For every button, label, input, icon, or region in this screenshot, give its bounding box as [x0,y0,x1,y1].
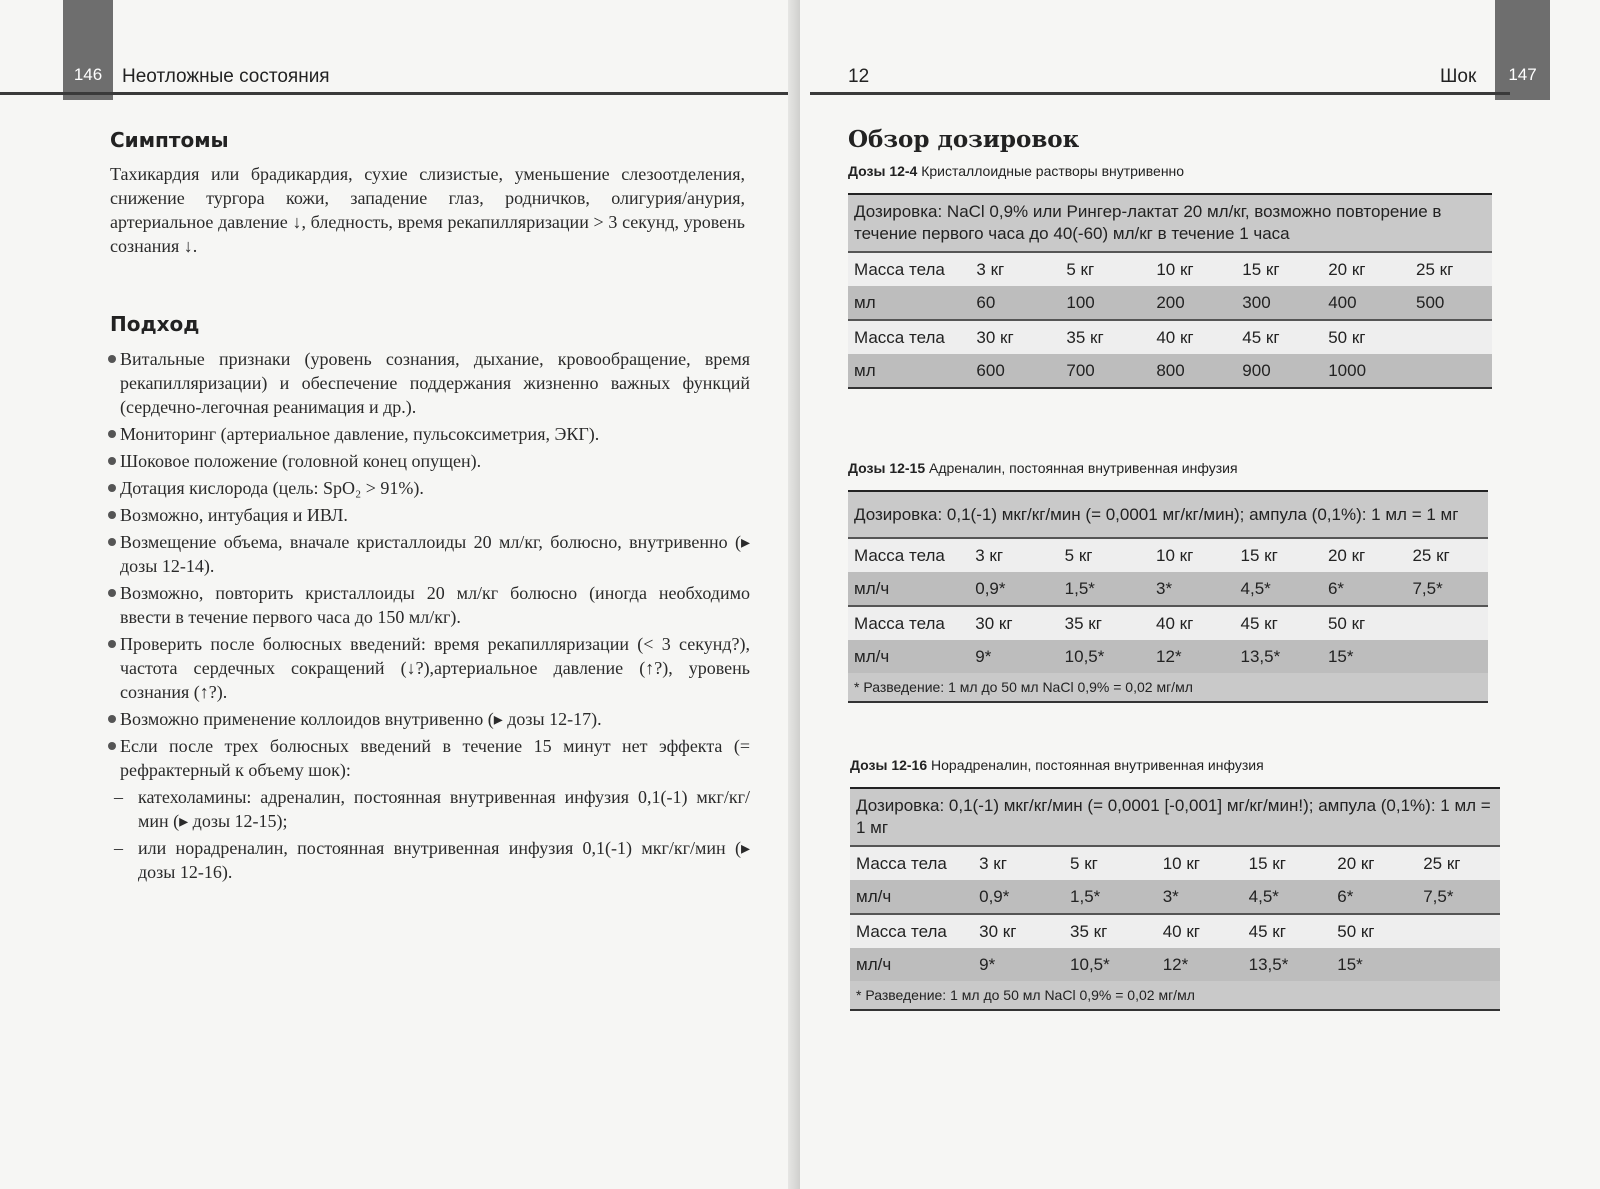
bullet-icon [108,742,116,750]
dash-icon: – [114,838,123,858]
table-cell: 15 кг [1236,252,1322,286]
bullet-icon [108,457,116,465]
table-cell: 3 кг [970,252,1060,286]
list-item: Шоковое положение (головной конец опущен). [90,449,750,473]
list-item: Возмещение объема, вначале кристаллоиды 20 мл/кг, болюсно, внутривенно (▸ дозы 12-14). [90,530,750,578]
table-cell: 3* [1150,572,1234,606]
row-label: мл [848,286,970,320]
body-mass-row [848,538,1488,572]
table-cell: 1,5* [1059,572,1150,606]
volume-row [848,640,1488,673]
table-cell: 30 кг [973,914,1064,948]
table-cell: 20 кг [1331,846,1417,880]
table-cell: 15 кг [1235,538,1322,572]
table-cell: 5 кг [1064,846,1157,880]
symptoms-text: Тахикардия или брадикардия, сухие слизистые, уменьшение слезоотделения, снижение тургора кожи, западение глаз, родничков, олигурия/анурия, артериальное давление ↓, бледность, время рекапилляризации > 3 секунд, уровень сознания ↓. [110,164,745,256]
footnote-row [848,673,1488,702]
table-cell: 3* [1157,880,1243,914]
table-cell: 45 кг [1236,320,1322,354]
bullet-icon [108,511,116,519]
table-cell: 35 кг [1064,914,1157,948]
row-label: Масса тела [850,846,973,880]
table-cell: 6* [1322,572,1406,606]
list-item: Возможно применение коллоидов внутривенно (▸ дозы 12-17). [90,707,750,731]
table-cell: 10 кг [1150,252,1236,286]
footnote-row [850,981,1500,1010]
volume-row [850,948,1500,981]
table-cell [1417,914,1500,948]
table-cell: 45 кг [1243,914,1332,948]
table-cell: 50 кг [1322,320,1410,354]
row-label: Масса тела [848,538,969,572]
row-label: Масса тела [848,252,970,286]
table-footnote: * Разведение: 1 мл до 50 мл NaCl 0,9% = 0,02 мг/мл [848,673,1488,702]
bullet-icon [108,538,116,546]
table-cell: 25 кг [1406,538,1488,572]
table-cell: 800 [1150,354,1236,388]
table-cell: 50 кг [1331,914,1417,948]
table-cell: 5 кг [1059,538,1150,572]
table-cell: 40 кг [1150,606,1234,640]
row-label: мл/ч [850,880,973,914]
table-cell: 12* [1157,948,1243,981]
table-caption [850,757,1264,773]
table-cell: 10,5* [1059,640,1150,673]
dose-table [848,193,1492,389]
approach-list [90,347,750,887]
table-cell: 1,5* [1064,880,1157,914]
left-header-rule [0,92,790,95]
dosage-info-row [850,788,1500,846]
volume-row [848,572,1488,606]
table-cell: 40 кг [1150,320,1236,354]
table-cell [1410,320,1492,354]
table-cell: 15* [1331,948,1417,981]
table-cell: 200 [1150,286,1236,320]
bullet-icon [108,355,116,363]
bullet-icon [108,640,116,648]
table-cell: 50 кг [1322,606,1406,640]
bullet-icon [108,715,116,723]
dosage-info-row [848,194,1492,252]
table-caption-text: Адреналин, постоянная внутривенная инфузия [925,460,1238,476]
table-cell [1417,948,1500,981]
table-caption-text: Кристаллоидные растворы внутривенно [917,163,1185,179]
dosage-overview-heading: Обзор дозировок [848,126,1080,153]
dash-icon: – [114,787,123,807]
table-cell: 35 кг [1060,320,1150,354]
table-cell: 500 [1410,286,1492,320]
table-cell: 45 кг [1235,606,1322,640]
table-cell: 6* [1331,880,1417,914]
table-cell: 400 [1322,286,1410,320]
table-cell: 15* [1322,640,1406,673]
table-caption-text: Норадреналин, постоянная внутривенная инфузия [927,757,1264,773]
table-cell: 30 кг [969,606,1058,640]
table-cell: 7,5* [1406,572,1488,606]
table-cell: 7,5* [1417,880,1500,914]
table-caption-id: Дозы 12-15 [848,460,926,476]
list-item: Проверить после болюсных введений: время рекапилляризации (< 3 секунд?), частота сердечных сокращений (↓?),артериальное давление (↑?), уровень сознания (↑?). [90,632,750,704]
right-running-title: Шок [1440,66,1477,87]
table-caption-id: Дозы 12-16 [850,757,928,773]
bullet-icon [108,430,116,438]
table-cell: 10 кг [1150,538,1234,572]
table-cell: 10,5* [1064,948,1157,981]
list-item: Если после трех болюсных введений в течение 15 минут нет эффекта (= рефрактерный к объему шок): [90,734,750,782]
body-mass-row [848,252,1492,286]
table-cell: 900 [1236,354,1322,388]
list-item: Возможно, интубация и ИВЛ. [90,503,750,527]
table-cell: 700 [1060,354,1150,388]
table-cell: 9* [973,948,1064,981]
dosage-info-row [848,491,1488,538]
row-label: мл/ч [848,572,969,606]
left-page-number: 146 [63,0,113,100]
table-cell: 25 кг [1410,252,1492,286]
table-cell: 3 кг [969,538,1058,572]
list-item: Мониторинг (артериальное давление, пульсоксиметрия, ЭКГ). [90,422,750,446]
list-item: Дотация кислорода (цель: SpO₂ > 91%). [90,476,750,500]
table-cell: 3 кг [973,846,1064,880]
body-mass-row [850,846,1500,880]
dosage-info: Дозировка: NaCl 0,9% или Рингер-лактат 20 мл/кг, возможно повторение в течение первого часа до 40(-60) мл/кг в течение 1 часа [848,194,1492,252]
sub-list-item: – или норадреналин, постоянная внутривенная инфузия 0,1(-1) мкг/кг/мин (▸ дозы 12-16). [114,838,750,882]
row-label: Масса тела [848,606,969,640]
table-cell [1410,354,1492,388]
body-mass-row [848,320,1492,354]
chapter-number: 12 [848,66,870,87]
table-cell: 13,5* [1243,948,1332,981]
dose-table [850,787,1500,1011]
table-cell: 10 кг [1157,846,1243,880]
table-cell: 0,9* [973,880,1064,914]
row-label: Масса тела [848,320,970,354]
table-cell: 15 кг [1243,846,1332,880]
table-cell: 30 кг [970,320,1060,354]
table-cell: 300 [1236,286,1322,320]
list-item: Возможно, повторить кристаллоиды 20 мл/кг болюсно (иногда необходимо ввести в течение первого часа до 150 мл/кг). [90,581,750,629]
table-cell: 4,5* [1243,880,1332,914]
table-cell: 40 кг [1157,914,1243,948]
volume-row [850,880,1500,914]
body-mass-row [850,914,1500,948]
sub-list-item: – катехоламины: адреналин, постоянная внутривенная инфузия 0,1(-1) мкг/кг/мин (▸ дозы 12-15); [114,787,750,831]
approach-heading: Подход [110,312,200,336]
left-running-title: Неотложные состояния [122,66,330,87]
table-cell: 20 кг [1322,252,1410,286]
bullet-icon [108,589,116,597]
table-cell: 9* [969,640,1058,673]
table-cell: 25 кг [1417,846,1500,880]
row-label: мл [848,354,970,388]
bullet-icon [108,484,116,492]
table-caption [848,460,1238,476]
table-footnote: * Разведение: 1 мл до 50 мл NaCl 0,9% = 0,02 мг/мл [850,981,1500,1010]
table-cell: 600 [970,354,1060,388]
right-header-rule [810,92,1510,95]
dosage-info: Дозировка: 0,1(-1) мкг/кг/мин (= 0,0001 [-0,001] мг/кг/мин!); ампула (0,1%): 1 мл = 1 мг [850,788,1500,846]
table-cell: 60 [970,286,1060,320]
volume-row [848,286,1492,320]
symptoms-heading: Симптомы [110,128,229,152]
row-label: Масса тела [850,914,973,948]
table-cell: 35 кг [1059,606,1150,640]
body-mass-row [848,606,1488,640]
row-label: мл/ч [848,640,969,673]
volume-row [848,354,1492,388]
dosage-info: Дозировка: 0,1(-1) мкг/кг/мин (= 0,0001 мг/кг/мин); ампула (0,1%): 1 мл = 1 мг [848,491,1488,538]
table-cell: 0,9* [969,572,1058,606]
table-cell: 12* [1150,640,1234,673]
table-cell: 13,5* [1235,640,1322,673]
list-item: Витальные признаки (уровень сознания, дыхание, кровообращение, время рекапилляризации) и обеспечение поддержания жизненно важных функций (сердечно-легочная реанимация и др.). [90,347,750,419]
right-page [800,0,1600,1189]
right-page-number: 147 [1495,0,1550,100]
table-cell: 100 [1060,286,1150,320]
table-cell [1406,606,1488,640]
table-caption [848,163,1184,179]
table-cell: 4,5* [1235,572,1322,606]
table-cell: 5 кг [1060,252,1150,286]
table-caption-id: Дозы 12-4 [848,163,918,179]
row-label: мл/ч [850,948,973,981]
dose-table [848,490,1488,703]
table-cell: 1000 [1322,354,1410,388]
table-cell [1406,640,1488,673]
table-cell: 20 кг [1322,538,1406,572]
